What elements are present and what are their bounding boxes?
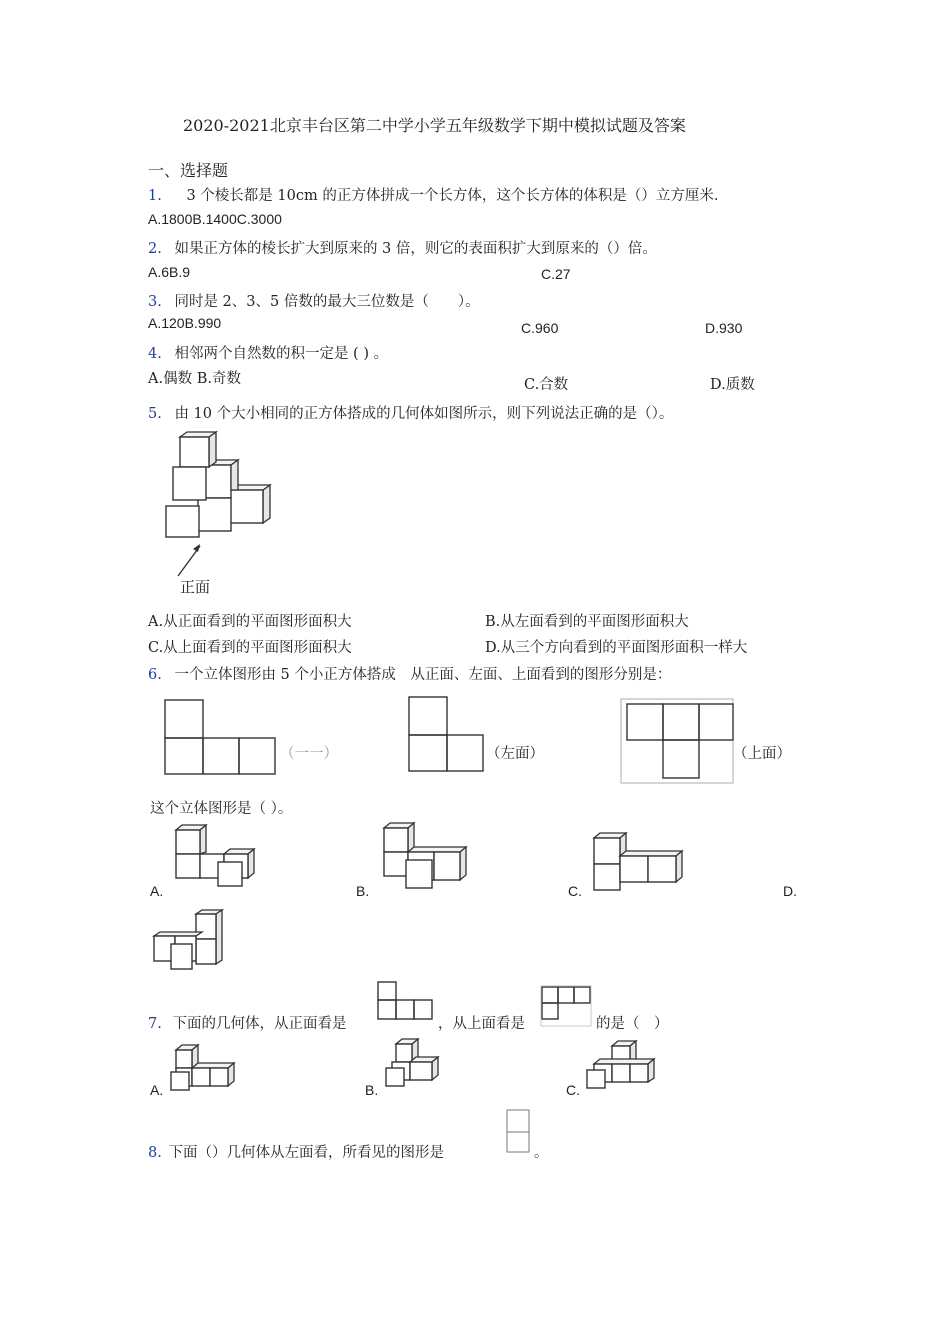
option-d: D.质数 <box>710 377 755 393</box>
question-number: 4. <box>148 346 162 362</box>
option-d: D.930 <box>705 320 743 336</box>
question-number: 2. <box>148 241 162 257</box>
question-text: 下面（）几何体从左面看，所看见的图形是 <box>168 1145 444 1161</box>
question-4 <box>148 342 388 363</box>
option-c: C.960 <box>521 320 559 336</box>
option-a-figure <box>172 822 262 892</box>
question-text: 如果正方体的棱长扩大到原来的 3 倍，则它的表面积扩大到原来的（）倍。 <box>174 241 657 257</box>
option-d: D. <box>783 883 797 899</box>
option-c: C.从上面看到的平面图形面积大 <box>148 640 352 656</box>
question-7 <box>148 1012 346 1033</box>
option-c: C. <box>566 1082 580 1098</box>
q7-option-b-figure <box>382 1036 457 1096</box>
question-2 <box>148 237 657 258</box>
question-3 <box>148 290 480 311</box>
option-d: D.从三个方向看到的平面图形面积一样大 <box>485 640 748 656</box>
question-number: 5. <box>148 406 162 422</box>
question-number: 1. <box>148 188 162 204</box>
option-d-figure <box>152 908 232 973</box>
question-7-text-3: 的是（ ） <box>596 1016 669 1032</box>
question-7-text-2: ，从上面看是 <box>438 1016 525 1032</box>
option-a: A. <box>150 1082 164 1098</box>
question-text: 3 个棱长都是 10cm 的正方体拼成一个长方体，这个长方体的体积是（）立方厘米. <box>186 188 719 204</box>
front-view-label: （一一） <box>280 746 338 762</box>
q7-option-a-figure <box>168 1040 243 1100</box>
q8-left-view-figure <box>505 1108 535 1158</box>
question-1 <box>148 184 718 205</box>
option-c-figure <box>590 830 690 900</box>
left-view-label: （左面） <box>486 746 544 762</box>
option-c: C.合数 <box>524 377 569 393</box>
q7-option-c-figure <box>582 1036 662 1096</box>
option-b: B. <box>365 1082 379 1098</box>
option-a: A. <box>150 883 164 899</box>
question-5 <box>148 402 673 423</box>
question-number: 8. <box>148 1145 162 1161</box>
option-b: B.从左面看到的平面图形面积大 <box>485 614 689 630</box>
option-b: B. <box>356 883 370 899</box>
option-ab: A.120B.990 <box>148 315 222 331</box>
option-a: A.从正面看到的平面图形面积大 <box>148 614 352 630</box>
question-text: 由 10 个大小相同的正方体搭成的几何体如图所示，则下列说法正确的是（）。 <box>174 406 674 422</box>
top-view-label: （上面） <box>733 746 791 762</box>
question-8-end: 。 <box>534 1145 549 1161</box>
top-view-figure <box>620 698 740 788</box>
page-title: 2020-2021北京丰台区第二中学小学五年级数学下期中模拟试题及答案 <box>183 116 686 135</box>
left-view-figure <box>406 694 491 779</box>
section-heading: 一、选择题 <box>148 161 229 180</box>
question-number: 6. <box>148 667 162 683</box>
question-text: 相邻两个自然数的积一定是 ( ) 。 <box>174 346 389 362</box>
option-ab: A.偶数 B.奇数 <box>148 371 241 387</box>
figure-label-front: 正面 <box>180 578 211 596</box>
question-1-options: A.1800B.1400C.3000 <box>148 211 282 227</box>
option-c: C.27 <box>541 266 571 282</box>
question-6-prompt: 这个立体图形是（ ）。 <box>150 801 293 817</box>
question-text: 一个立体图形由 5 个小正方体搭成 从正面、左面、上面看到的图形分别是： <box>174 667 672 683</box>
question-text: 同时是 2、3、5 倍数的最大三位数是（ ）。 <box>174 294 480 310</box>
option-c: C. <box>568 883 582 899</box>
option-b-figure <box>380 820 470 890</box>
question-8 <box>148 1141 444 1162</box>
question-number: 7. <box>148 1016 162 1032</box>
question-number: 3. <box>148 294 162 310</box>
q7-top-view-figure <box>540 985 595 1030</box>
q7-front-view-figure <box>376 980 436 1022</box>
question-6 <box>148 663 671 684</box>
option-ab: A.6B.9 <box>148 264 191 280</box>
question-text: 下面的几何体，从正面看是 <box>172 1016 347 1032</box>
front-view-figure <box>162 697 282 782</box>
